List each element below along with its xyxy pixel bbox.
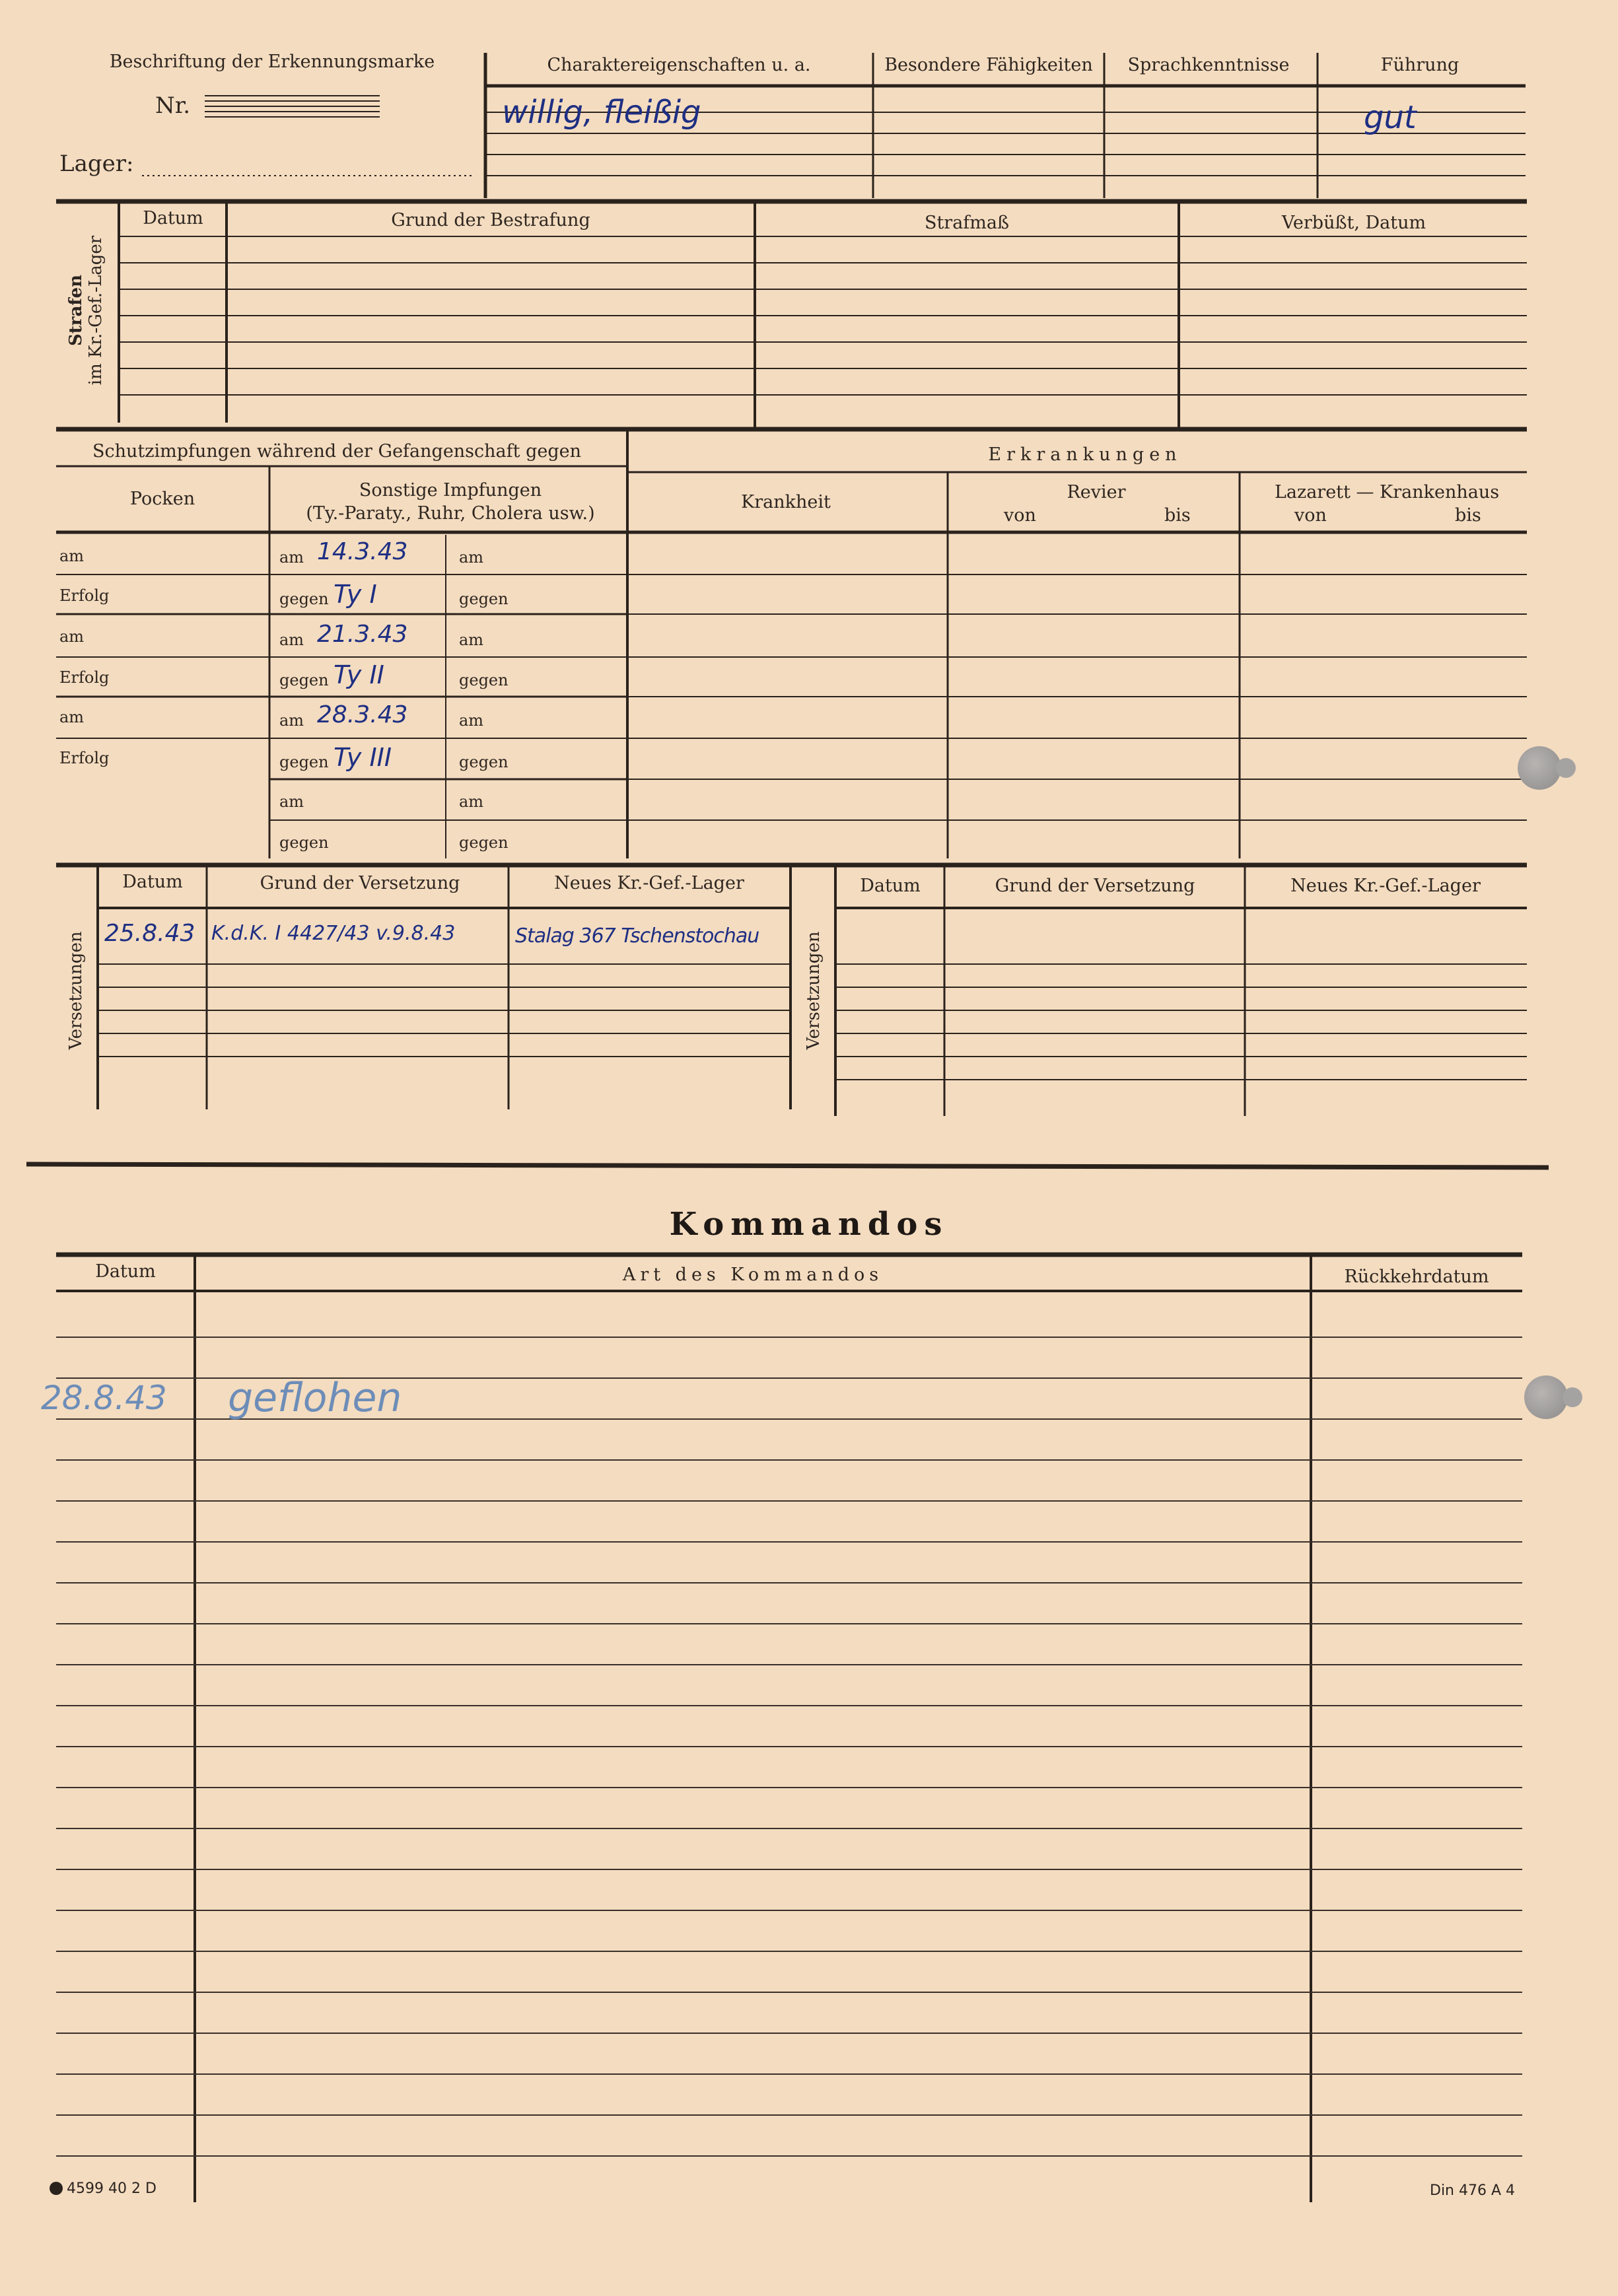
charakter-header: Charaktereigenschaften u. a.	[547, 55, 811, 75]
pocken-erfolg-1: Erfolg	[59, 586, 110, 605]
lazarett-header: Lazarett — Krankenhaus	[1274, 482, 1500, 503]
punch-hole-upper	[1518, 746, 1561, 790]
kommandos-rueckkehr-header: Rückkehrdatum	[1344, 1267, 1489, 1287]
pocken-erfolg-3: Erfolg	[59, 749, 110, 767]
kommandos-datum-header: Datum	[95, 1261, 156, 1282]
sonstige2-am-4: am	[459, 792, 484, 811]
strafen-grund-header: Grund der Bestrafung	[391, 210, 590, 230]
beschriftung-label: Beschriftung der Erkennungsmarke	[109, 52, 435, 72]
versetzung-lager-header-right: Neues Kr.-Gef.-Lager	[1290, 876, 1481, 896]
sonstige-gegen-1: gegen	[279, 590, 329, 608]
punch-hole-lower	[1524, 1375, 1568, 1419]
strafen-side-label-1: Strafen	[66, 275, 86, 346]
footer-left	[50, 2180, 157, 2197]
versetzung-datum-header-right: Datum	[860, 876, 921, 896]
nr-label: Nr.	[155, 92, 191, 119]
pocken-header: Pocken	[129, 489, 195, 509]
sonstige-gegen-3: gegen	[279, 753, 329, 771]
footer-mark-icon	[50, 2182, 63, 2195]
sonstige-gegen-2: gegen	[279, 671, 329, 689]
fuehrung-header: Führung	[1380, 55, 1460, 75]
sonstige2-gegen-3: gegen	[459, 753, 509, 771]
pocken-erfolg-2: Erfolg	[59, 668, 110, 687]
lazarett-bis: bis	[1455, 505, 1481, 526]
sonstige-gegen-4: gegen	[279, 833, 329, 852]
fuehrung-value: gut	[1364, 99, 1417, 136]
sonstige2-gegen-4: gegen	[459, 833, 509, 852]
sonstige-am-1: am	[279, 548, 304, 567]
strafmass-header: Strafmaß	[924, 213, 1010, 233]
impf-date-3: 28.3.43	[317, 701, 408, 728]
versetzung-entry-lager: Stalag 367 Tschenstochau	[515, 924, 759, 948]
sonstige-header-2: (Ty.-Paraty., Ruhr, Cholera usw.)	[306, 503, 595, 524]
footer-left-text: 4599 40 2 D	[67, 2180, 157, 2197]
pocken-am-3: am	[59, 708, 85, 726]
lazarett-von: von	[1294, 505, 1327, 526]
strafen-datum-header: Datum	[143, 208, 203, 228]
lager-label: Lager:	[59, 151, 134, 177]
strafen-side-label-2: im Kr.-Gef.-Lager	[86, 235, 106, 386]
kommandos-title: Kommandos	[669, 1206, 949, 1243]
revier-header: Revier	[1067, 482, 1126, 503]
versetzung-grund-header-right: Grund der Versetzung	[995, 876, 1195, 896]
sonstige2-gegen-1: gegen	[459, 590, 509, 608]
sonstige2-am-2: am	[459, 631, 484, 649]
krankheit-header: Krankheit	[741, 492, 831, 512]
kommando-entry-text: geflohen	[228, 1375, 402, 1421]
pocken-am-2: am	[59, 627, 85, 646]
sonstige2-gegen-2: gegen	[459, 671, 509, 689]
verbuesst-header: Verbüßt, Datum	[1281, 213, 1426, 233]
kommandos-art-header: Art des Kommandos	[622, 1265, 884, 1285]
sonstige-am-3: am	[279, 711, 304, 730]
sonstige2-am-1: am	[459, 548, 484, 567]
versetzung-datum-header-left: Datum	[122, 872, 183, 892]
kommando-entry-date: 28.8.43	[41, 1379, 167, 1417]
sonstige-am-4: am	[279, 792, 304, 811]
versetzungen-side-label-right: Versetzungen	[804, 931, 824, 1050]
sonstige-header-1: Sonstige Impfungen	[359, 480, 542, 501]
charakter-value: willig, fleißig	[502, 94, 701, 131]
revier-von: von	[1004, 505, 1036, 526]
impf-date-2: 21.3.43	[317, 621, 408, 648]
impf-against-1: Ty I	[334, 580, 377, 609]
faehigkeiten-header: Besondere Fähigkeiten	[884, 55, 1093, 75]
sonstige2-am-3: am	[459, 711, 484, 730]
strafen-side-label	[66, 236, 106, 385]
footer-right: Din 476 A 4	[1430, 2182, 1516, 2199]
versetzung-lager-header-left: Neues Kr.-Gef.-Lager	[554, 873, 744, 893]
impf-against-3: Ty III	[334, 743, 392, 772]
impf-date-1: 14.3.43	[317, 538, 408, 565]
sprachkenntnisse-header: Sprachkenntnisse	[1127, 55, 1290, 75]
pocken-am-1: am	[59, 547, 85, 565]
versetzung-grund-header-left: Grund der Versetzung	[260, 873, 460, 893]
versetzung-entry-grund: K.d.K. I 4427/43 v.9.8.43	[211, 922, 456, 945]
sonstige-am-2: am	[279, 631, 304, 649]
revier-bis: bis	[1164, 505, 1191, 526]
versetzung-entry-date: 25.8.43	[104, 920, 195, 947]
impf-against-2: Ty II	[334, 660, 384, 689]
impfungen-heading: Schutzimpfungen während der Gefangenschaft gegen	[92, 441, 581, 462]
versetzungen-side-label-left: Versetzungen	[66, 931, 86, 1050]
erkrankungen-heading: Erkrankungen	[988, 444, 1182, 465]
